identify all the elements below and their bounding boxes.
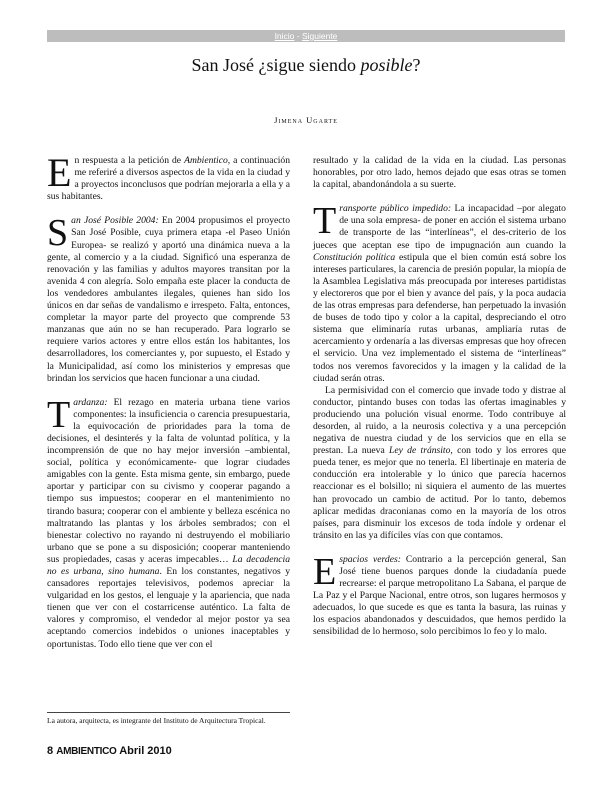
emphasis-text: La decadencia no es urbana, sino humana — [47, 553, 290, 577]
inicio-link[interactable]: Inicio — [274, 31, 295, 41]
san-jose-posible-paragraph — [47, 212, 290, 384]
magazine-logo: AMBIENTICO — [56, 746, 117, 757]
siguiente-link[interactable]: Siguiente — [301, 31, 338, 41]
section-lead-in: spacios verdes: — [339, 553, 401, 565]
drop-cap: E — [47, 150, 72, 195]
left-column — [47, 150, 291, 651]
paragraph-text: El rezago en materia urbana tiene varios componentes: la insuficiencia o carencia presupuestaria, la equivocación de prioridades para la toma de decisiones, el desinterés y la falta de voluntad política, y la incomprensión de que no hay mejor inversión –ambiental, social, política y económicamente- que lograr ciudades amigables con la gente. Esta misma gente, sin embargo, puede aportar y participar con su civismo y cooperar pagando a tiempo sus impuestos; cooperar en el mantenimiento no tirando basura; cooperar con el ambiente y belleza escénica no maltratando las plantas y los árboles sembrados; con el bienestar colectivo no rayando ni destruyendo el mobiliario urbano que se pone a su disposición; cooperar manteniendo sus propiedades, casas y aceras impecables… — [47, 396, 290, 565]
paragraph-text: , a continuación me referiré a diversos aspectos de la vida en la ciudad y a proyectos inconclusos que podrían mejorarla a ella y a sus habitantes. — [47, 155, 290, 203]
section-lead-in: ardanza: — [73, 396, 108, 408]
page-number: 8 — [47, 745, 54, 757]
paragraph-text: , con todo y los errores que pueda tener, es mejor que no tenerla. El libertinaje en materia de conducción era intolerable y lo único que parecía hacernos reaccionar es el bolsillo; ni siquiera el aumento de las muertes han provocado un cambio de actitud. Por lo tanto, debemos aplicar medidas draconianas como en la mayoría de los otros países, para disminuir los excesos de toda índole y ordenar el tránsito en las ya difíciles vías con que contamos. — [313, 445, 566, 541]
author-footnote: La autora, arquitecta, es integrante del Instituto de Arquitectura Tropical. — [47, 712, 290, 726]
paragraph-text: La permisividad con el comercio que invade todo y distrae al conductor, pintando buses con todas las ofertas imaginables y produciendo una polución visual enorme. Todo contribuye al desorden, al ruido, a la neurosis colectiva y a una percepción negativa de nuestra ciudad y de los servicios que en ella se prestan. La nueva — [313, 384, 566, 457]
continued-paragraph: resultado y la calidad de la vida en la ciudad. Las personas honorables, por otro lado, hemos dejado que esas otras se tomen la capital, abandonándola a su suerte. — [313, 155, 566, 191]
section-lead-in: an José Posible 2004: — [71, 215, 159, 227]
paragraph-text: Contrario a la percepción general, San José tiene buenos parques donde la ciudadanía puede recrearse: el parque metropolitano La Sabana, el parque de La Paz y el Parque Nacional, entre otros, son lugares hermosos y adecuados, lo que sucede es que es tanta la basura, las ruinas y los espacios abandonados y descuidados, que hemos perdido la sensibilidad de lo hermoso, solo percibimos lo feo y lo malo. — [313, 553, 566, 638]
nav-separator: - — [294, 31, 302, 41]
drop-cap: S — [47, 212, 69, 255]
paragraph-text: . En los constantes, negativos y cansadores reportajes televisivos, podemos apreciar la vulgaridad en los gestos, el lenguaje y la apariencia, que nada tienen que ver con el costarricense auténtico. La falta de valores y compromiso, el vendedor al mejor postor ya sea aceptando comercios indebidos o uniones inaceptables y oportunistas. Todo ello tiene que ver con el — [47, 566, 291, 650]
intro-paragraph — [47, 150, 290, 203]
title-text: San José ¿sigue siendo — [191, 55, 361, 75]
paragraph-text: La incapacidad –por alegato de una sola empresa- de poner en acción el sistema urbano de transporte de las “interlíneas”, el des-criterio de los jueces que aceptan ese tipo de impugnación aun cuando la — [313, 203, 566, 251]
drop-cap: E — [313, 550, 337, 593]
tardanza-paragraph — [47, 393, 291, 651]
espacios-verdes-paragraph — [313, 550, 566, 639]
page-footer — [47, 745, 172, 757]
drop-cap: T — [47, 393, 71, 436]
permisividad-paragraph — [313, 385, 566, 542]
paragraph-text: n respuesta a la petición de — [74, 155, 185, 166]
drop-cap: T — [313, 200, 337, 243]
transporte-paragraph — [313, 200, 566, 384]
emphasis-text: Constitución política — [313, 251, 396, 263]
title-italic: posible — [360, 55, 413, 75]
article-title — [0, 55, 612, 76]
article-author: Jimena Ugarte — [274, 115, 338, 125]
emphasis-text: Ambientico — [184, 155, 228, 166]
paragraph-text: estipula que el bien común está sobre los intereses particulares, la carencia de presión popular, la miopía de la Asamblea Legislativa más preocupada por intereses partidistas y electoreros que por el bien y avance del país, y la poca audacia de las otras empresas para defenderse, han perpetuado la invasión de buses de todo tipo y color a la capital, despreciando el otro sistema que eliminaría rutas urbanas, ampliaría rutas de acercamiento y ordenaría a las diversas empresas que hoy ofrecen el servicio. Una vez implementado el sistema de “interlíneas” todos nos veremos favorecidos y la imagen y la calidad de la ciudad serán otras. — [313, 251, 566, 384]
section-lead-in: ransporte público impedido: — [339, 203, 452, 215]
title-end: ? — [412, 55, 421, 75]
paragraph-text: En 2004 propusimos el proyecto San José Posible, cuya primera etapa -el Paseo Unión Europea- se realizó y aportó una dinámica nueva a la gente, al comercio y a la ciudad. Significó una esperanza de renovación y las familias y adultos mayores transitan por la avenida 4 con alegría. Solo empaña este placer la conducta de los vendedores ambulantes ilegales, quienes han sido los únicos en dar señas de vandalismo e irrespeto. Falta, entonces, completar la mayor parte del proyecto que comprende 53 manzanas que aún no se han recuperado. Para lograrlo se requiere varios actores y entre ellos están los habitantes, los desarrolladores, los comerciantes y, por supuesto, el Estado y la Municipalidad, así como los ministerios y empresas que brindan los servicios que hacen funcionar a una ciudad. — [47, 215, 290, 384]
issue-date: Abril 2010 — [119, 745, 172, 757]
top-navigation-bar — [47, 30, 565, 42]
right-column — [313, 155, 566, 639]
emphasis-text: Ley de tránsito — [389, 445, 451, 457]
